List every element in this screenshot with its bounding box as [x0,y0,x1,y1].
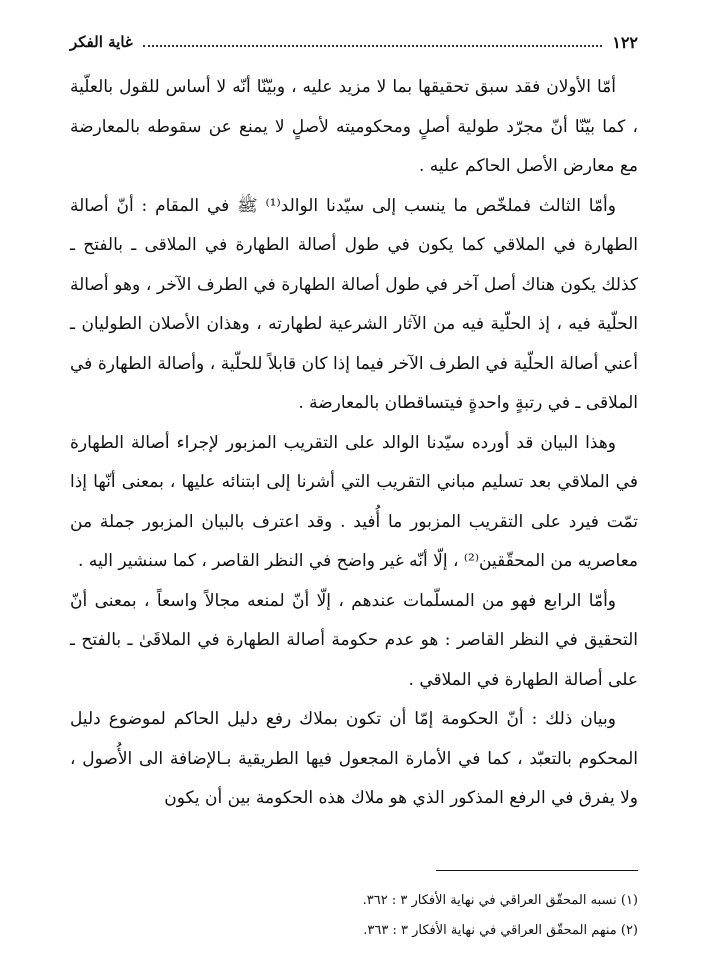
footnote: (٢) منهم المحقّق العراقي في نهاية الأفكار ٣ : ٣٦٣. [363,923,638,938]
header-leader-dots [143,45,602,47]
paragraph: وأمّا الثالث فملخّص ما ينسب إلى سيّدنا الوالد⁽¹⁾ ﷺ في المقام : أنّ أصالة الطهارة في الملاقي كما يكون في طول أصالة الطهارة في الملاقى ـ بالفتح ـ كذلك يكون هناك أصل آخر في طول أصالة الطهارة في الطرف الآخر ، وهو أصالة الحلّية فيه ، إذ الحلّية فيه من الآثار الشرعية لطهارته ، وهذان الأصلان الطوليان ـ أعني أصالة الحلّية في الطرف الآخر فيما إذا كان قابلاً للحلّية ، وأصالة الطهارة في الملاقى ـ في رتبةٍ واحدةٍ فيتساقطان بالمعارضة . [70,195,638,413]
main-text [70,68,638,819]
paragraph: وهذا البيان قد أورده سيّدنا الوالد على التقريب المزبور لإجراء أصالة الطهارة في الملاقي بعد تسليم مباني التقريب التي أشرنا إلى ابتنائه عليها ، بمعنى أنّها إذا تمّت فيرد على التقريب المزبور ما أُفيد . وقد اعترف بالبيان المزبور جملة من معاصريه من المحقّقين⁽²⁾ ، إلّا أنّه غير واضح في النظر القاصر ، كما سنشير اليه . [70,432,638,571]
running-title: غاية الفكر [70,33,133,51]
paragraph: وأمّا الرابع فهو من المسلّمات عندهم ، إلّا أنّ لمنعه مجالاً واسعاً ، بمعنى أنّ التحقيق في النظر القاصر : هو عدم حكومة أصالة الطهارة في الملاقَىٰ ـ بالفتح ـ على أصالة الطهارة في الملاقي . [70,590,638,690]
paragraph: أمّا الأولان فقد سبق تحقيقها بما لا مزيد عليه ، وبيّنّا أنّه لا أساس للقول بالعلّية ، كما بيّنّا أنّ مجرّد طولية أصلٍ ومحكوميته لأصلٍ لا يمنع عن سقوطه بالمعارضة مع معارض الأصل الحاكم عليه . [70,77,638,176]
paragraph: وبيان ذلك : أنّ الحكومة إمّا أن تكون بملاك رفع دليل الحاكم لموضوع دليل المحكوم بالتعبّد ، كما في الأمارة المجعول فيها الطريقية بـالإضافة الى الأُصول ، ولا يفرق في الرفع المذكور الذي هو ملاك هذه الحكومة بين أن يكون [70,709,638,808]
page-number: ١٢٢ [612,32,638,52]
page-header [70,30,638,54]
footnote: (١) نسبه المحقّق العراقي في نهاية الأفكار ٣ : ٣٦٢. [362,893,638,908]
footnotes [70,886,638,946]
footnote-separator [436,870,638,871]
